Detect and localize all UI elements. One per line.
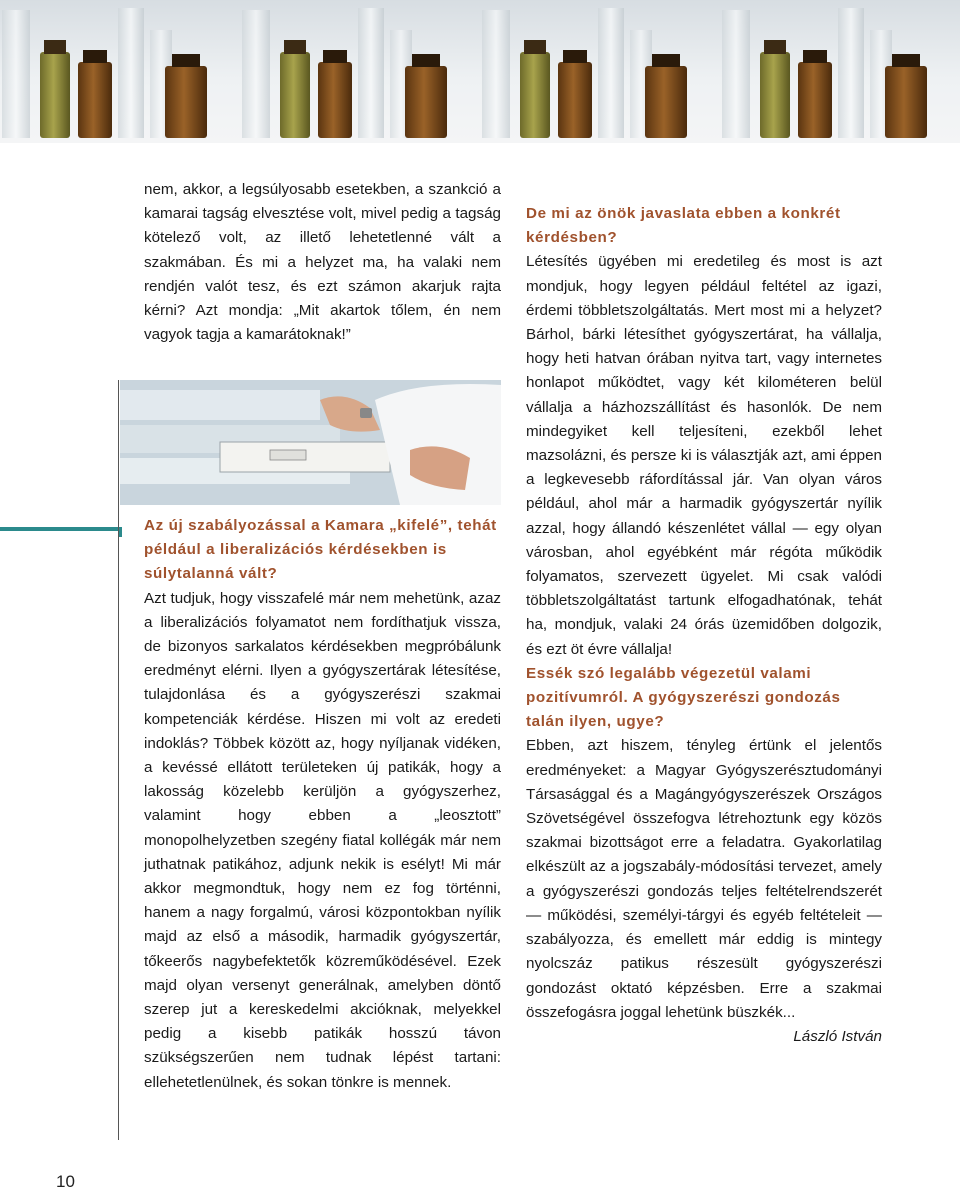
author-signature: László István bbox=[793, 1027, 882, 1045]
answer-paragraph: Azt tudjuk, hogy visszafelé már nem mehetünk, azaz a liberalizációs folyamatot nem fordíthatjuk vissza, de bizonyos sarkalatos kérdésekben megpróbálunk eredményt elérni. Ilyen a gyógyszertárak létesítése, tulajdonlása és a gyógyszerészi szakmai kompetenciák kérdése. Hiszen mi volt az eredeti indoklás? Többek között az, hogy nyíljanak vidéken, a kevéssé ellátott területeken új patikák, hogy a lakosság közelebb kerüljön a gyógyszerhez, valamint hogy ebben a „leosztott” monopolhelyzetben szegény fiatal kollégák már nem juthatnak patikához, adjunk nekik is esélyt! Mi már akkor megmondtuk, hogy nem ez fog történni, hanem a nagy forgalmú, városi központokban nyílik majd az első a második, harmadik gyógyszertár, tőkeerős nagybefektetők közreműködésével. Ezek majd olyan versenyt generálnak, amelyben döntő szerep jut a kereskedelmi akcióknak, melyekkel pedig a kisebb patikák hosszú távon szükségszerűen nem tudnak lépést tartani: ellehetetlenülnek, és sokan tönkre is mennek. bbox=[144, 589, 501, 1091]
pharmacy-drawer-photo bbox=[120, 380, 501, 505]
answer-paragraph: Ebben, azt hiszem, tényleg értünk el jelentős eredményeket: a Magyar Gyógyszerésztudományi Társasággal és a Magángyógyszerészek Országos Szövetségével összefogva létrehoztunk egy közös szakmai bizottságot erre a feladatra. Gyakorlatilag elkészült az a jogszabály-módosítási tervezet, amely a gyógyszerészi gondozás teljes feltételrendszerét — működési, személyi-tárgyi és egyéb feltételeit — szabályozza, és emellett már eddig is mintegy nyolcszáz patikus részesült gyógyszerészi gondozást oktató képzésben. Erre a szakmai összefogásra joggal lehetünk büszkék... bbox=[526, 737, 882, 1021]
question-heading: Az új szabályozással a Kamara „kifelé”, tehát például a liberalizációs kérdésekben is súlytalanná vált? bbox=[144, 517, 497, 583]
right-column bbox=[526, 202, 882, 1049]
left-column-top bbox=[144, 178, 501, 347]
left-column-bottom bbox=[144, 514, 501, 1095]
answer-paragraph: Létesítés ügyében mi eredetileg és most is azt mondjuk, hogy legyen például feltétel az igazi, érdemi többletszolgáltatás. Mert most mi a helyzet? Bárhol, bárki létesíthet gyógyszertárat, ha vállalja, hogy heti hatvan órában nyitva tart, vagy internetes honlapot működtet, vagy két kilométeren belül vállalja a házhozszállítást és hasonlók. De nem mindegyiket kell teljesíteni, ezekből lehet mazsolázni, és persze ki is választják azt, ami éppen a legkevesebb ráfordítással jár. Van olyan város például, ahol már a harmadik gyógyszertár nyílik azzal, hogy állandó készenlétet vállal — egy olyan városban, ahol egyébként már régóta működik folyamatos, szervezett ügyelet. Mi csak valódi többletszolgáltatást tartunk elfogadhatónak, tehát ha, mondjuk, valaki 24 órás üzemidőben dolgozik, és ezt öt évre vállalja! bbox=[526, 253, 882, 658]
teal-accent-rule bbox=[0, 527, 120, 531]
drawer-illustration bbox=[120, 380, 501, 505]
intro-paragraph: nem, akkor, a legsúlyosabb esetekben, a szankció a kamarai tagság elvesztése volt, mivel pedig a tagság kötelező volt, az illető lehetetlenné vált a szakmában. És mi a helyzet ma, ha valaki nem rendjén valót tesz, és ezt számon akarjuk rajta kérni? Azt mondja: „Mit akartok tőlem, én nem vagyok tagja a kamarátoknak!” bbox=[144, 181, 501, 344]
question-heading: De mi az önök javaslata ebben a konkrét kérdésben? bbox=[526, 205, 841, 247]
bottles-illustration bbox=[0, 0, 960, 143]
question-heading: Essék szó legalább végezetül valami pozitívumról. A gyógyszerészi gondozás talán ilyen, ugye? bbox=[526, 664, 841, 731]
left-margin-rule bbox=[118, 380, 119, 1140]
header-photo-bottles bbox=[0, 0, 960, 143]
page-number: 10 bbox=[56, 1172, 75, 1191]
